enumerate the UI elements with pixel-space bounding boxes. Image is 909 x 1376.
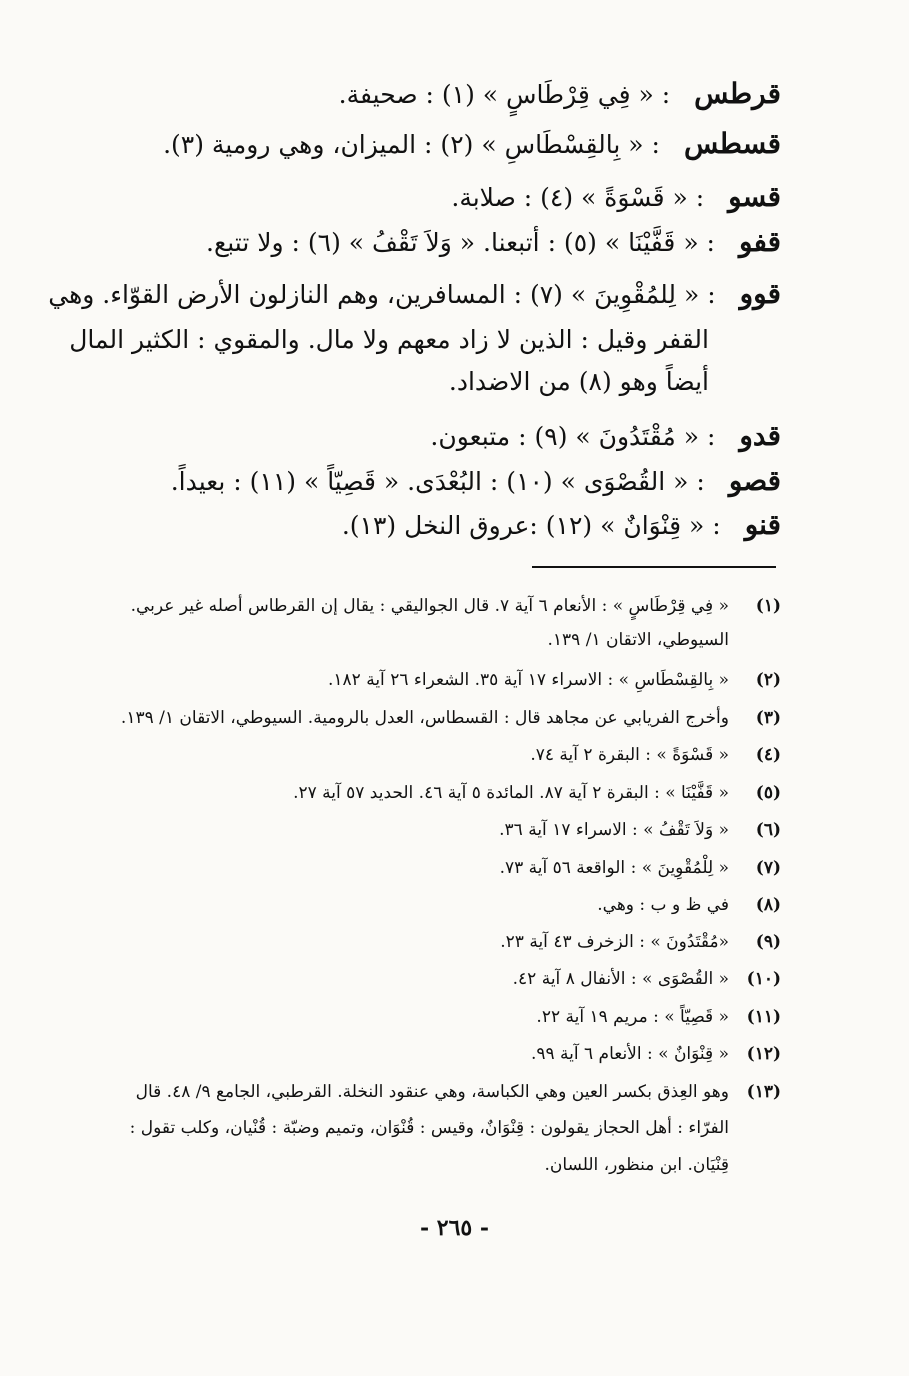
footnote-number: (٤) xyxy=(755,745,781,765)
footnote-number: (١) xyxy=(755,596,781,616)
entry-text: : « فِي قِرْطَاسٍ » (١) : صحيفة. xyxy=(338,80,671,109)
entry-qsw2 xyxy=(171,461,781,502)
footnote-number: (٥) xyxy=(755,783,781,803)
entry-root: قوو xyxy=(739,277,781,310)
footnote-text: وأخرج الفريابي عن مجاهد قال : القسطاس، العدل بالرومية. السيوطي، الاتقان ١/ ١٣٩. xyxy=(120,708,729,728)
footnote-number: (٨) xyxy=(755,895,781,915)
entry-root: قدو xyxy=(739,419,781,452)
entry-root: قرطس xyxy=(694,77,781,110)
footnote-continuation: قِنْيَان. ابن منظور، اللسان. xyxy=(544,1155,729,1175)
entry-root: قسطس xyxy=(683,127,781,160)
entry-qfw xyxy=(206,222,781,263)
entry-root: قفو xyxy=(738,225,781,258)
footnote-text: « فِي قِرْطَاسٍ » : الأنعام ٦ آية ٧. قال الجواليقي : يقال إن القرطاس أصله غير عربي. xyxy=(130,596,729,616)
entry-text: : « القُصْوَى » (١٠) : البُعْدَى. « قَصِيّاً » (١١) : بعيداً. xyxy=(170,467,705,496)
footnote-number: (١٣) xyxy=(746,1082,781,1102)
footnote xyxy=(293,781,781,805)
footnote xyxy=(136,1080,781,1104)
footnote xyxy=(499,818,781,842)
footnote xyxy=(121,706,781,730)
footnote-number: (١١) xyxy=(746,1007,781,1027)
footnote-number: (١٢) xyxy=(746,1044,781,1064)
footnote-text: « بِالقِسْطَاسِ » : الاسراء ١٧ آية ٣٥. الشعراء ٢٦ آية ١٨٢. xyxy=(327,670,729,690)
footnote-continuation: الفرّاء : أهل الحجاز يقولون : قِنْوَانٌ، وقيس : قُنْوَان، وتميم وضبّة : قُنْيان، وكلب تقول : xyxy=(129,1118,729,1138)
footnote-number: (٣) xyxy=(755,708,781,728)
entry-qww xyxy=(48,274,781,315)
footnote-divider xyxy=(532,566,776,568)
entry-root: قنو xyxy=(744,508,781,541)
footnote-text: « وَلاَ تَقْفُ » : الاسراء ١٧ آية ٣٦. xyxy=(499,820,729,840)
entry-text: : « قِنْوَانٌ » (١٢) :عروق النخل (١٣). xyxy=(341,511,721,540)
entry-qnw xyxy=(342,505,781,546)
footnote xyxy=(500,856,781,880)
entry-continuation: القفر وقيل : الذين لا زاد معهم ولا مال. والمقوي : الكثير المال xyxy=(69,325,709,354)
footnote xyxy=(536,1005,781,1029)
footnote-text: « قَفَّيْنَا » : البقرة ٢ آية ٨٧. المائدة ٥ آية ٤٦. الحديد ٥٧ آية ٢٧. xyxy=(293,783,729,803)
footnote xyxy=(513,967,781,991)
entry-text: : « بِالقِسْطَاسِ » (٢) : الميزان، وهي رومية (٣). xyxy=(163,130,660,159)
footnote-text: « قَسْوَةً » : البقرة ٢ آية ٧٤. xyxy=(530,745,729,765)
entry-root: قصو xyxy=(728,464,781,497)
footnote-number: (٢) xyxy=(755,670,781,690)
footnote-continuation: السيوطي، الاتقان ١/ ١٣٩. xyxy=(547,630,729,650)
footnote xyxy=(131,594,781,618)
footnote-text: « قِنْوَانٌ » : الأنعام ٦ آية ٩٩. xyxy=(530,1044,729,1064)
footnote-number: (٩) xyxy=(755,932,781,952)
entry-qsw xyxy=(451,177,781,218)
footnote xyxy=(328,668,781,692)
footnote xyxy=(531,1042,781,1066)
footnote-text: «مُقْتَدُونَ » : الزخرف ٤٣ آية ٢٣. xyxy=(500,932,729,952)
page-number: - ٢٦٥ - xyxy=(419,1215,490,1241)
footnote-text: « لِلْمُقْوِينَ » : الواقعة ٥٦ آية ٧٣. xyxy=(499,858,729,878)
footnote-number: (١٠) xyxy=(746,969,781,989)
entry-text: : « قَفَّيْنَا » (٥) : أتبعنا. « وَلاَ تَقْفُ » (٦) : ولا تتبع. xyxy=(206,228,715,257)
entry-text: : « لِلمُقْوِينَ » (٧) : المسافرين، وهم النازلون الأرض القوّاء. وهي xyxy=(48,280,716,309)
footnote-number: (٧) xyxy=(755,858,781,878)
entry-qdw xyxy=(430,416,781,457)
footnote-text: « قَصِيّاً » : مريم ١٩ آية ٢٢. xyxy=(536,1007,729,1027)
footnote-text: وهو العِذق بكسر العين وهي الكباسة، وهي عنقود النخلة. القرطبي، الجامع ٩/ ٤٨. قال xyxy=(135,1082,729,1102)
entry-qrts xyxy=(339,74,781,115)
footnote xyxy=(597,893,781,917)
entry-text: : « مُقْتَدُونَ » (٩) : متبعون. xyxy=(430,422,716,451)
footnote-text: في ظ و ب : وهي. xyxy=(597,895,729,915)
entry-qsts xyxy=(163,124,781,165)
footnote xyxy=(500,930,781,954)
footnote xyxy=(530,743,781,767)
entry-continuation: أيضاً وهو (٨) من الاضداد. xyxy=(448,367,709,396)
footnote-text: « القُصْوَى » : الأنفال ٨ آية ٤٢. xyxy=(512,969,729,989)
footnote-number: (٦) xyxy=(755,820,781,840)
entry-text: : « قَسْوَةً » (٤) : صلابة. xyxy=(451,183,705,212)
entry-root: قسو xyxy=(728,180,781,213)
